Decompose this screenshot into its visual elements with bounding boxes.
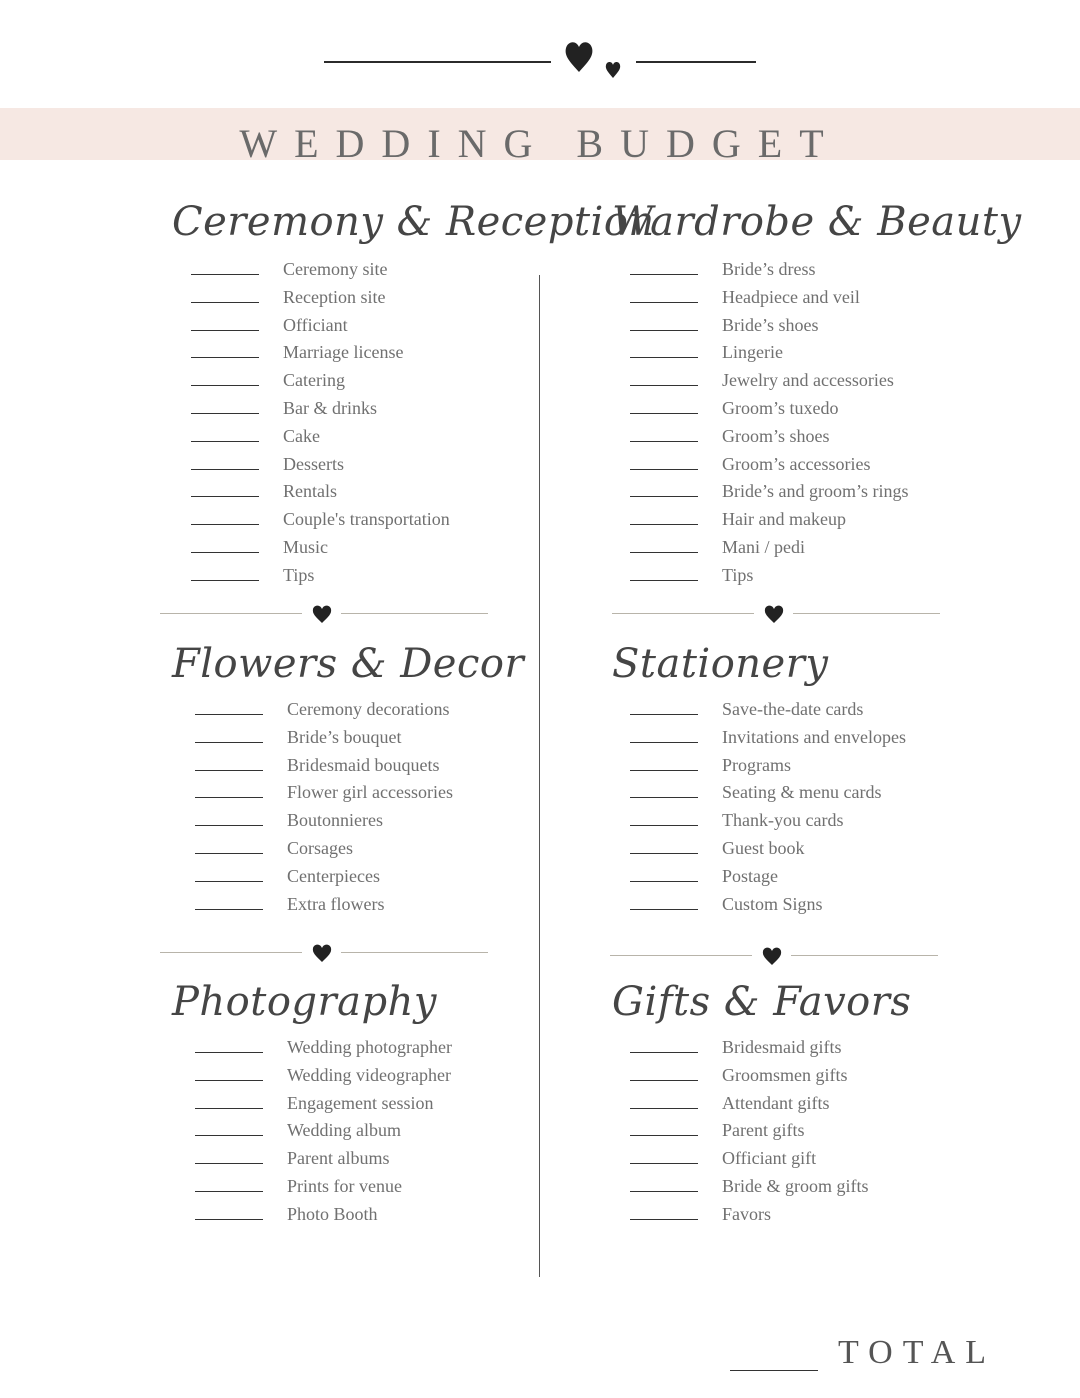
list-item	[630, 338, 970, 366]
heart-icon	[311, 603, 333, 625]
item-label: Prints for venue	[287, 1176, 402, 1196]
item-label: Couple's transportation	[283, 509, 450, 530]
item-label: Groomsmen gifts	[722, 1064, 848, 1085]
amount-blank	[195, 853, 263, 854]
list-item	[195, 1116, 535, 1144]
list-item	[195, 751, 535, 779]
item-label: Mani / pedi	[722, 537, 805, 557]
item-label: Thank-you cards	[722, 810, 844, 831]
amount-blank	[630, 714, 698, 715]
item-label: Engagement session	[287, 1092, 434, 1113]
list-item	[630, 477, 970, 505]
column-divider	[539, 275, 540, 1277]
amount-blank	[195, 742, 263, 743]
list-item	[630, 394, 970, 422]
amount-blank	[630, 1080, 698, 1081]
amount-blank	[191, 496, 259, 497]
item-label: Bride & groom gifts	[722, 1176, 869, 1196]
item-label: Groom’s accessories	[722, 453, 871, 474]
divider-left-1b	[341, 613, 488, 614]
section-title-gifts-favors: Gifts & Favors	[612, 979, 912, 1025]
section-title-stationery: Stationery	[612, 641, 829, 687]
item-label: Wedding photographer	[287, 1037, 453, 1057]
list-item	[191, 311, 531, 339]
list-item	[630, 1144, 970, 1172]
amount-blank	[191, 580, 259, 581]
divider-left-2b	[341, 952, 488, 953]
list-item	[191, 366, 531, 394]
list-item	[630, 505, 970, 533]
item-label: Wedding album	[287, 1120, 402, 1141]
amount-blank	[630, 552, 698, 553]
list-item	[191, 505, 531, 533]
amount-blank	[630, 1163, 698, 1164]
divider-left-1a	[160, 613, 302, 614]
item-label: Bridesmaid bouquets	[287, 754, 440, 775]
list-item	[195, 890, 535, 918]
list-item	[630, 1033, 970, 1061]
amount-blank	[195, 909, 263, 910]
list-item	[630, 1172, 970, 1200]
item-label: Groom’s tuxedo	[722, 398, 839, 418]
list-item	[630, 283, 970, 311]
list-item	[630, 422, 970, 450]
amount-blank	[630, 770, 698, 771]
list-item	[195, 778, 535, 806]
total-label: TOTAL	[838, 1334, 997, 1371]
list-item	[630, 834, 970, 862]
list-item	[630, 862, 970, 890]
item-label: Favors	[722, 1203, 771, 1224]
item-label: Postage	[722, 865, 778, 886]
heart-icon	[763, 603, 785, 625]
amount-blank	[191, 524, 259, 525]
item-label: Cake	[283, 425, 320, 446]
item-label: Ceremony decorations	[287, 699, 450, 719]
amount-blank	[195, 825, 263, 826]
list-item	[191, 338, 531, 366]
amount-blank	[195, 1163, 263, 1164]
amount-blank	[195, 1080, 263, 1081]
divider-right-1a	[612, 613, 754, 614]
list-item	[191, 283, 531, 311]
item-label: Wedding videographer	[287, 1064, 451, 1085]
amount-blank	[630, 1191, 698, 1192]
item-label: Officiant gift	[722, 1148, 817, 1169]
list-item	[191, 561, 531, 589]
divider-right-2a	[610, 955, 752, 956]
page-title: WEDDING BUDGET	[239, 121, 841, 166]
item-label: Bar & drinks	[283, 398, 377, 418]
amount-blank	[191, 357, 259, 358]
item-label: Ceremony site	[283, 259, 388, 279]
list-item	[195, 834, 535, 862]
list-item	[630, 311, 970, 339]
item-label: Bride’s dress	[722, 259, 816, 279]
amount-blank	[630, 357, 698, 358]
item-label: Marriage license	[283, 342, 404, 363]
amount-blank	[191, 385, 259, 386]
item-label: Bride’s bouquet	[287, 726, 402, 747]
amount-blank	[630, 302, 698, 303]
heart-icon	[761, 945, 783, 967]
list-item	[630, 1089, 970, 1117]
list-item	[195, 1144, 535, 1172]
item-label: Hair and makeup	[722, 509, 846, 530]
amount-blank	[630, 742, 698, 743]
amount-blank	[191, 441, 259, 442]
amount-blank	[630, 385, 698, 386]
list-item	[195, 1089, 535, 1117]
amount-blank	[630, 441, 698, 442]
list-item	[195, 723, 535, 751]
item-label: Tips	[283, 564, 315, 585]
amount-blank	[191, 330, 259, 331]
item-label: Corsages	[287, 838, 353, 858]
amount-blank	[630, 524, 698, 525]
amount-blank	[195, 1191, 263, 1192]
list-item	[630, 806, 970, 834]
list-item	[191, 533, 531, 561]
amount-blank	[630, 881, 698, 882]
list-item	[191, 394, 531, 422]
amount-blank	[630, 469, 698, 470]
divider-left-2a	[160, 952, 302, 953]
list-item	[630, 1116, 970, 1144]
list-item	[195, 1033, 535, 1061]
item-label: Invitations and envelopes	[722, 726, 906, 747]
amount-blank	[630, 1052, 698, 1053]
section-title-flowers-decor: Flowers & Decor	[172, 641, 525, 687]
item-label: Lingerie	[722, 342, 783, 363]
item-label: Seating & menu cards	[722, 782, 882, 803]
list-item	[195, 1061, 535, 1089]
list-item	[630, 1061, 970, 1089]
amount-blank	[195, 797, 263, 798]
item-label: Desserts	[283, 453, 344, 474]
item-label: Parent albums	[287, 1148, 390, 1169]
list-item	[195, 1200, 535, 1228]
amount-blank	[195, 1219, 263, 1220]
item-label: Custom Signs	[722, 893, 823, 914]
section-title-photography: Photography	[172, 979, 437, 1025]
amount-blank	[195, 1135, 263, 1136]
amount-blank	[630, 1135, 698, 1136]
item-label: Programs	[722, 754, 791, 775]
list-item	[630, 695, 970, 723]
amount-blank	[195, 770, 263, 771]
item-label: Tips	[722, 564, 754, 585]
list-item	[195, 862, 535, 890]
amount-blank	[195, 1052, 263, 1053]
heart-icon	[311, 942, 333, 964]
amount-blank	[630, 330, 698, 331]
amount-blank	[191, 302, 259, 303]
section-title-ceremony-reception: Ceremony & Reception	[172, 199, 655, 245]
list-item	[195, 806, 535, 834]
amount-blank	[191, 413, 259, 414]
amount-blank	[191, 469, 259, 470]
item-label: Rentals	[283, 481, 337, 502]
list-item	[630, 255, 970, 283]
amount-blank	[630, 1108, 698, 1109]
list-item	[195, 695, 535, 723]
item-label: Centerpieces	[287, 865, 380, 886]
amount-blank	[630, 274, 698, 275]
double-heart-icon	[562, 38, 628, 80]
item-label: Attendant gifts	[722, 1092, 830, 1113]
list-item	[191, 255, 531, 283]
amount-blank	[191, 274, 259, 275]
item-label: Bridesmaid gifts	[722, 1037, 842, 1057]
list-item	[191, 477, 531, 505]
item-label: Save-the-date cards	[722, 699, 864, 719]
item-label: Reception site	[283, 286, 386, 307]
list-item	[630, 366, 970, 394]
list-item	[630, 723, 970, 751]
item-label: Guest book	[722, 838, 805, 858]
item-label: Boutonnieres	[287, 810, 383, 831]
amount-blank	[195, 1108, 263, 1109]
amount-blank	[630, 1219, 698, 1220]
section-title-wardrobe-beauty: Wardrobe & Beauty	[612, 199, 1022, 245]
list-item	[630, 890, 970, 918]
divider-right-2b	[791, 955, 938, 956]
amount-blank	[630, 413, 698, 414]
list-item	[195, 1172, 535, 1200]
amount-blank	[630, 853, 698, 854]
list-item	[630, 751, 970, 779]
amount-blank	[630, 797, 698, 798]
top-rule-right	[636, 61, 756, 63]
divider-right-1b	[793, 613, 940, 614]
item-label: Bride’s shoes	[722, 314, 819, 335]
list-item	[630, 561, 970, 589]
list-item	[630, 450, 970, 478]
amount-blank	[630, 825, 698, 826]
item-label: Officiant	[283, 314, 348, 335]
list-item	[630, 1200, 970, 1228]
amount-blank	[630, 496, 698, 497]
amount-blank	[630, 580, 698, 581]
item-label: Flower girl accessories	[287, 782, 453, 803]
item-label: Jewelry and accessories	[722, 370, 894, 391]
list-item	[630, 778, 970, 806]
item-label: Music	[283, 537, 328, 557]
item-label: Parent gifts	[722, 1120, 805, 1141]
list-item	[191, 450, 531, 478]
amount-blank	[191, 552, 259, 553]
item-label: Catering	[283, 370, 345, 391]
item-label: Photo Booth	[287, 1203, 378, 1224]
list-item	[191, 422, 531, 450]
item-label: Groom’s shoes	[722, 425, 830, 446]
amount-blank	[195, 714, 263, 715]
total-blank	[730, 1370, 818, 1371]
item-label: Extra flowers	[287, 893, 385, 914]
item-label: Bride’s and groom’s rings	[722, 481, 909, 502]
item-label: Headpiece and veil	[722, 286, 860, 307]
top-rule-left	[324, 61, 551, 63]
amount-blank	[195, 881, 263, 882]
amount-blank	[630, 909, 698, 910]
list-item	[630, 533, 970, 561]
